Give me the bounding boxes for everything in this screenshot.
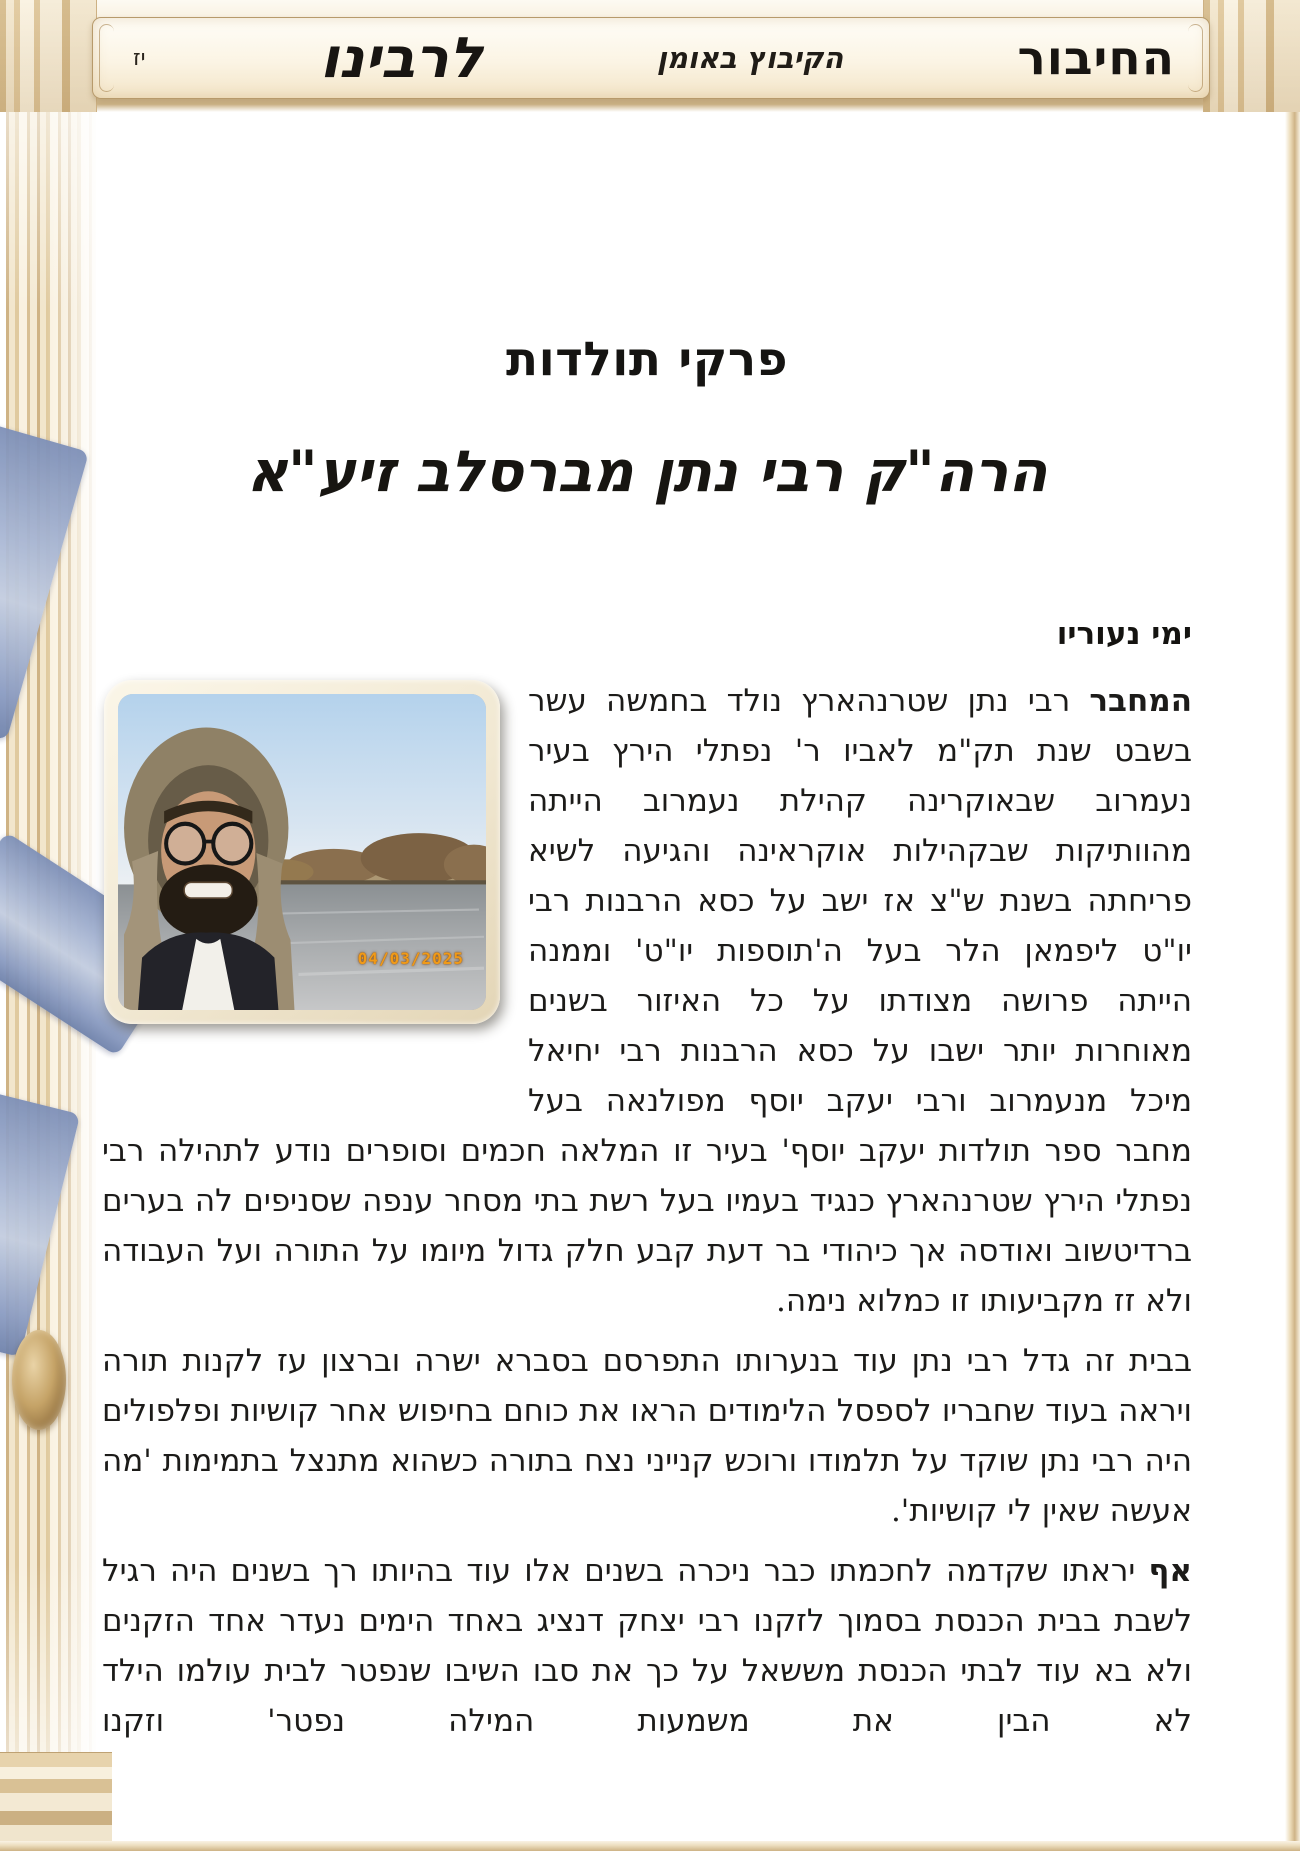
photo-date-stamp: 04/03/2025 — [357, 949, 464, 968]
paragraph-3 — [102, 1546, 1192, 1746]
running-header-center: הקיבוץ באומן — [656, 41, 844, 75]
pillar-base — [0, 1752, 112, 1851]
photo-frame — [104, 680, 500, 1024]
article-content — [102, 112, 1192, 1756]
paragraph-1-lead: המחבר — [1089, 683, 1192, 719]
paragraph-2-text: בבית זה גדל רבי נתן עוד בנערותו התפרסם בסברא ישרה וברצון עז לקנות תורה ויראה בעוד שחבריו לספסל הלימודים הראו את כוחם בחיפוש אחר קושיות ופלפולים היה רבי נתן שוקד על תלמודו ורוכש קנייני נצח בתורה כשהוא מתנצל בתמימות 'מה אעשה שאין לי קושיות'. — [102, 1343, 1192, 1529]
bottom-border-decoration — [0, 1841, 1300, 1851]
body-text — [102, 676, 1192, 1746]
glasses-left-lens — [166, 824, 204, 864]
running-header-plaque — [92, 17, 1210, 99]
article-subtitle: הרה"ק רבי נתן מברסלב זיע"א — [246, 438, 1048, 505]
paragraph-3-text: יראתו שקדמה לחכמתו כבר ניכרה בשנים אלו עוד בהיותו רך בשנים היה רגיל לשבת בבית הכנסת בסמוך לזקנו רבי יצחק דנציג באחד הימים נעדר אחד הזקנים ולא בא עוד לבתי הכנסת מששאל על כך את סבו השיבו שנפטר לבית עולמו הילד לא הבין את משמעות המילה נפטר' וזקנו — [102, 1553, 1192, 1739]
running-header-section: החיבור — [1017, 30, 1175, 86]
paragraph-3-lead: אף — [1148, 1553, 1192, 1589]
page-number: יז — [133, 45, 146, 71]
right-border-decoration — [1285, 100, 1300, 1851]
article-title: פרקי תולדות — [505, 332, 789, 387]
smile — [184, 882, 232, 898]
left-corbel — [0, 0, 97, 112]
paragraph-1-text: רבי נתן שטרנהארץ נולד בחמשה עשר בשבט שנת תק"מ לאביו ר' נפתלי הירץ בעיר נעמרוב שבאוקרינה קהילת נעמרוב הייתה מהוותיקות שבקהילות אוקראינה והגיעה לשיא פריחתה בשנת ש"צ אז ישב על כסא הרבנות רבי יו"ט ליפמאן הלר בעל ה'תוספות יו"ט' וממנה הייתה פרושה מצודתו על כל האיזור בשנים מאוחרות יותר ישבו על כסא הרבנות רבי יחיאל מיכל מנעמרוב ורבי יעקב יוסף מפולנאה בעל מחבר ספר תולדות יעקב יוסף' בעיר זו המלאה חכמים וסופרים נודע לתהילה רבי נפתלי הירץ שטרנהארץ כנגיד בעמיו בעל רשת בתי מסחר ענפה שסניפים לה בערים ברדיטשוב ואודסה אך כיהודי בר דעת קבע חלק גדול מיומו על התורה ועל העבודה ולא זז מקביעותו זו כמלוא נימה. — [102, 683, 1192, 1319]
pillar-ornament — [12, 1330, 66, 1430]
right-corbel — [1203, 0, 1300, 112]
section-heading: ימי נעוריו — [1056, 616, 1192, 652]
glasses-right-lens — [213, 824, 251, 864]
paragraph-1 — [102, 676, 1192, 1326]
beard — [159, 865, 257, 938]
photo-portrait — [118, 694, 486, 1010]
paragraph-2 — [102, 1336, 1192, 1536]
running-header-title: לרבינו — [319, 25, 483, 91]
top-cornice — [0, 0, 1300, 112]
